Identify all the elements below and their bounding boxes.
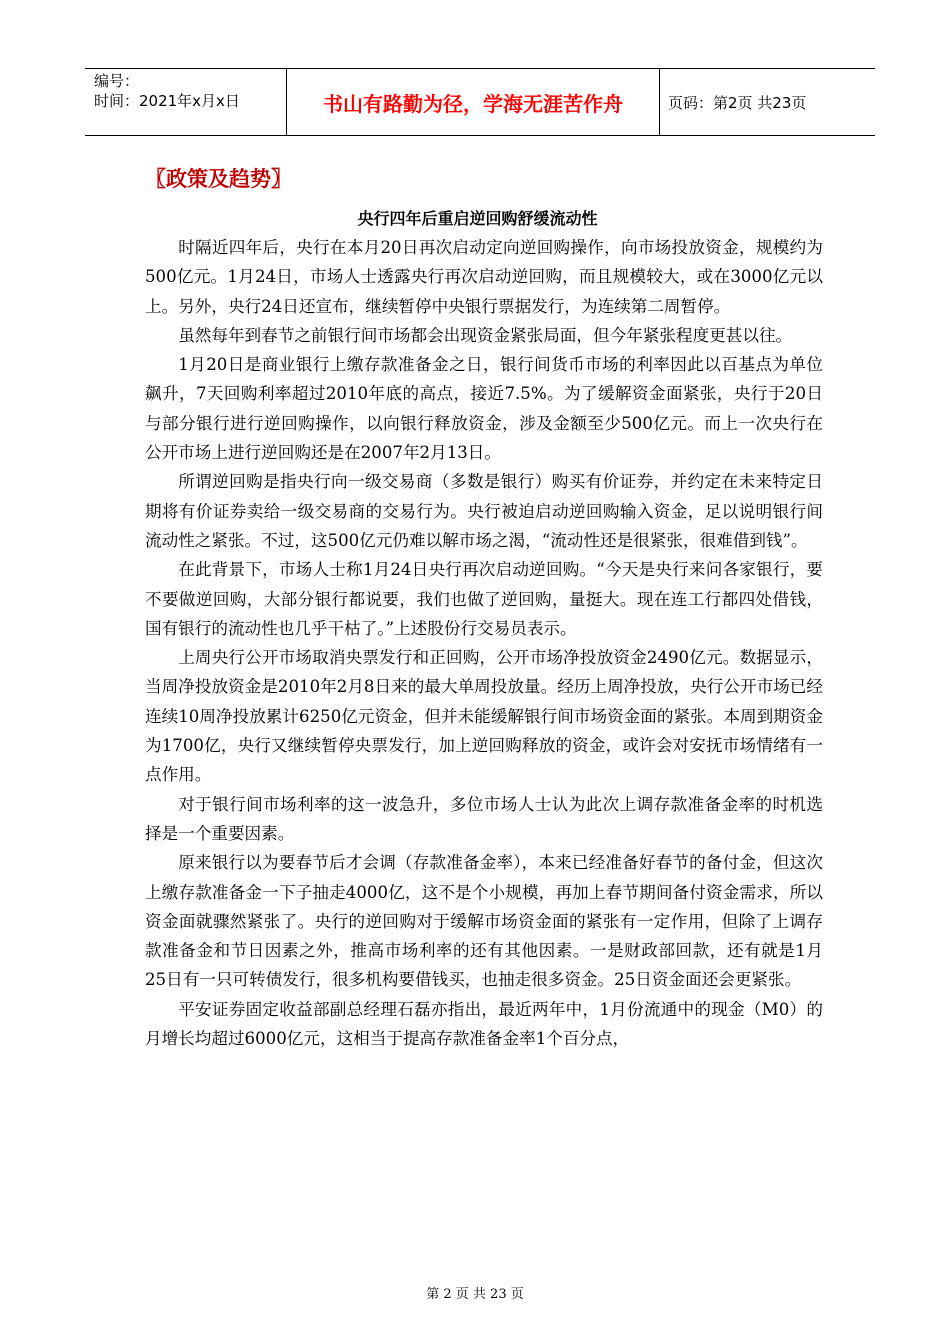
paragraph: 上周央行公开市场取消央票发行和正回购，公开市场净投放资金2490亿元。数据显示，当周净投放资金是2010年2月8日来的最大单周投放量。经历上周净投放，央行公开市场已经连续10周净投放累计6250亿元资金，但并未能缓解银行间市场资金面的紧张。本周到期资金为1700亿，央行又继续暂停央票发行，加上逆回购释放的资金，或许会对安抚市场情绪有一点作用。 <box>145 648 823 785</box>
document-time-label: 时间：2021年x月x日 <box>94 92 240 110</box>
section-title: 〖政策及趋势〗 <box>145 167 292 191</box>
paragraph: 1月20日是商业银行上缴存款准备金之日，银行间货币市场的利率因此以百基点为单位飙升，7天回购利率超过2010年底的高点，接近7.5%。为了缓解资金面紧张，央行于20日与部分银行进行逆回购操作，以向银行释放资金，涉及金额至少500亿元。而上一次央行在公开市场上进行逆回购还是在2007年2月13日。 <box>145 355 823 463</box>
paragraph: 在此背景下，市场人士称1月24日央行再次启动逆回购。“今天是央行来问各家银行，要不要做逆回购，大部分银行都说要，我们也做了逆回购，量挺大。现在连工行都四处借钱，国有银行的流动性也几乎干枯了。”上述股份行交易员表示。 <box>145 560 823 638</box>
paragraph: 所谓逆回购是指央行向一级交易商（多数是银行）购买有价证券，并约定在未来特定日期将有价证券卖给一级交易商的交易行为。央行被迫启动逆回购输入资金，足以说明银行间流动性之紧张。不过，这500亿元仍难以解市场之渴，“流动性还是很紧张，很难借到钱”。 <box>145 472 823 550</box>
header-motto: 书山有路勤为径，学海无涯苦作舟 <box>287 69 660 135</box>
paragraph: 原来银行以为要春节后才会调（存款准备金率），本来已经准备好春节的备付金，但这次上缴存款准备金一下子抽走4000亿，这不是个小规模，再加上春节期间备付资金需求，所以资金面就骤然紧张了。央行的逆回购对于缓解市场资金面的紧张有一定作用，但除了上调存款准备金和节日因素之外，推高市场利率的还有其他因素。一是财政部回款，还有就是1月25日有一只可转债发行，很多机构要借钱买，也抽走很多资金。25日资金面还会更紧张。 <box>145 853 823 990</box>
header-meta <box>85 69 287 135</box>
document-number-label: 编号： <box>94 72 140 90</box>
article-body <box>145 233 823 1053</box>
paragraph: 虽然每年到春节之前银行间市场都会出现资金紧张局面，但今年紧张程度更甚以往。 <box>178 325 793 345</box>
article-title: 央行四年后重启逆回购舒缓流动性 <box>357 209 598 228</box>
header-table <box>85 68 875 136</box>
paragraph: 平安证券固定收益部副总经理石磊亦指出，最近两年中，1月份流通中的现金（M0）的月增长均超过6000亿元，这相当于提高存款准备金率1个百分点， <box>145 999 823 1049</box>
page-footer: 第 2 页 共 23 页 <box>426 1287 524 1302</box>
paragraph: 对于银行间市场利率的这一波急升，多位市场人士认为此次上调存款准备金率的时机选择是一个重要因素。 <box>145 794 823 843</box>
header-page-info: 页码：第2页 共23页 <box>668 93 807 112</box>
paragraph: 时隔近四年后，央行在本月20日再次启动定向逆回购操作，向市场投放资金，规模约为500亿元。1月24日，市场人士透露央行再次启动逆回购，而且规模较大，或在3000亿元以上。另外，央行24日还宣布，继续暂停中央银行票据发行，为连续第二周暂停。 <box>145 238 823 316</box>
